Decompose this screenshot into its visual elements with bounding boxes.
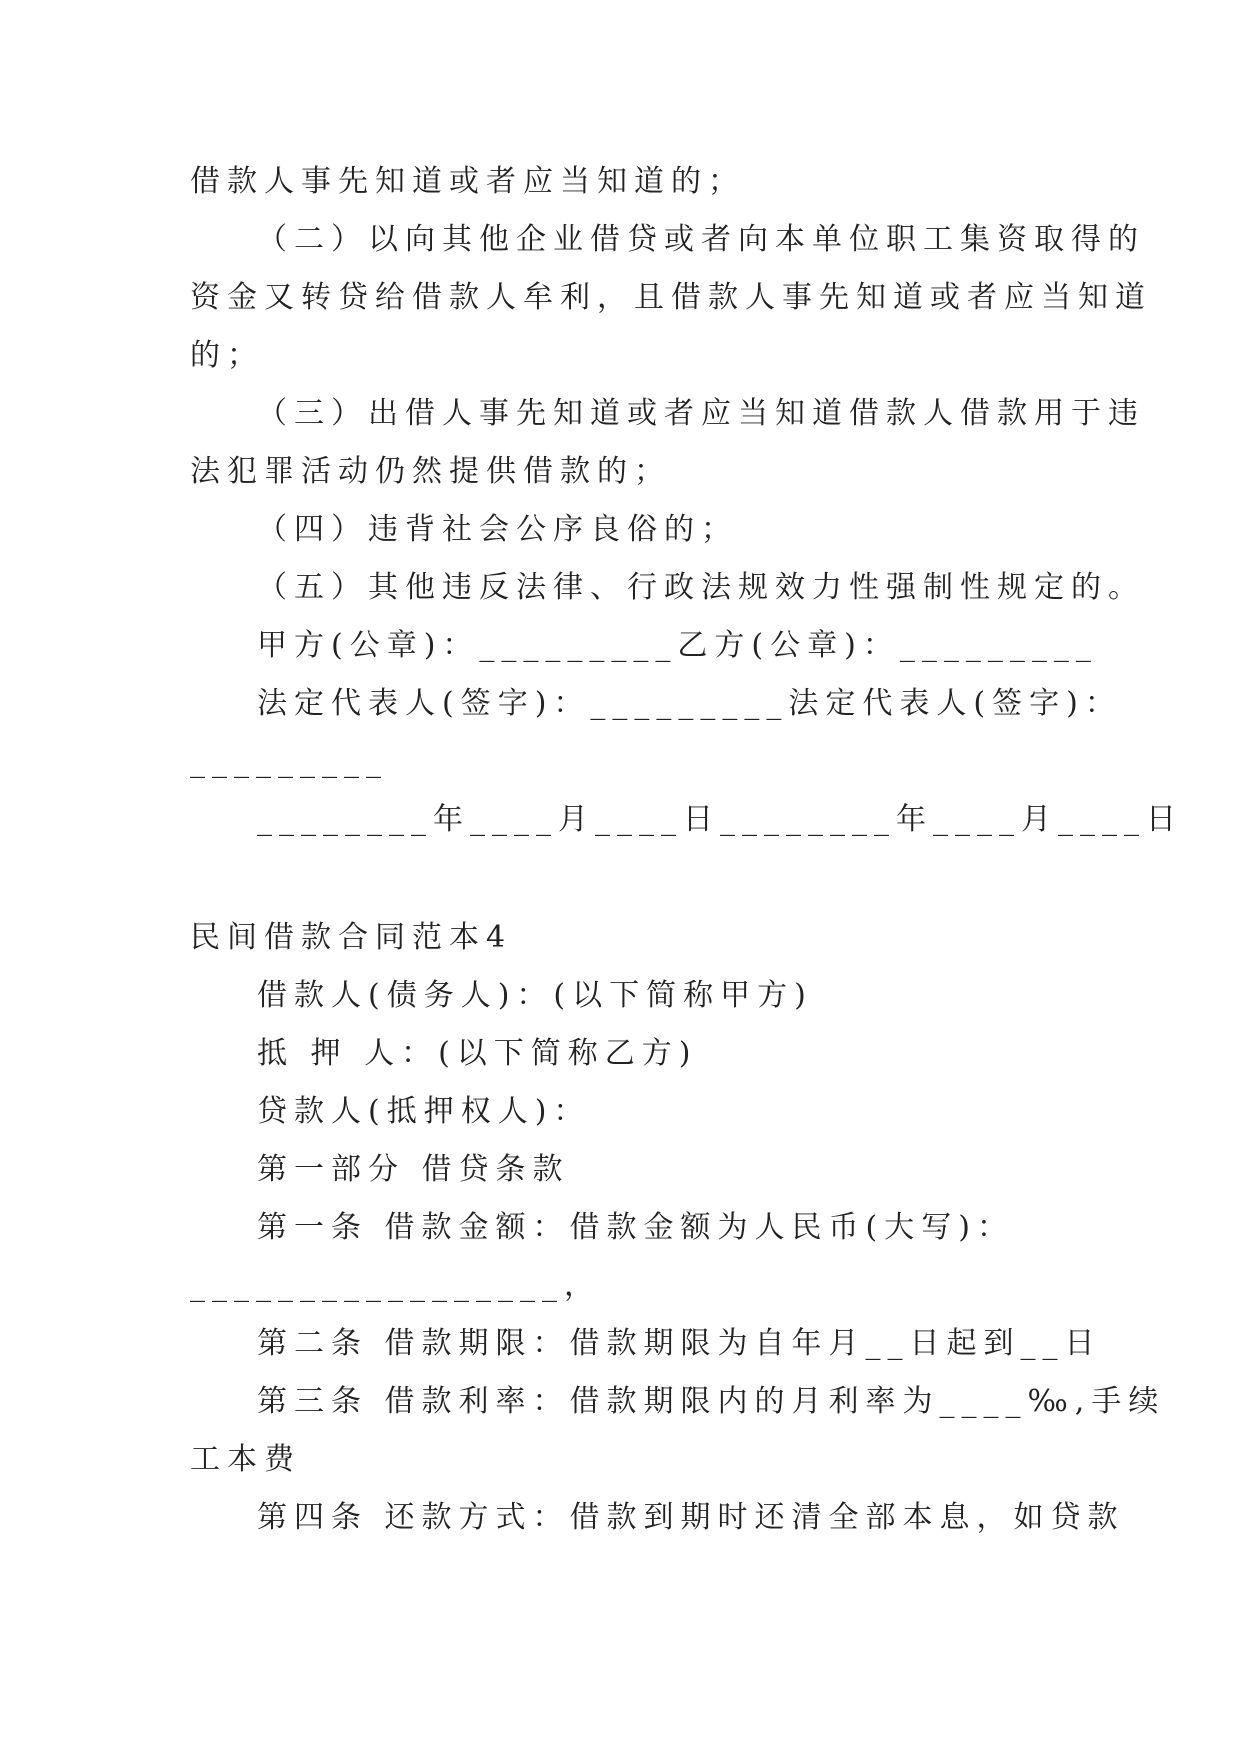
text-line: 借款人事先知道或者应当知道的；	[190, 164, 745, 199]
text-line: 借款人(债务人)：(以下简称甲方)	[257, 978, 813, 1013]
signature-line-representatives: 法定代表人(签字)：_________法定代表人(签字)：	[257, 686, 1122, 721]
date-line: ________年____月____日________年____月____日	[257, 802, 1183, 837]
section-title: 民间借款合同范本4	[190, 920, 513, 955]
signature-blank: _________	[190, 744, 388, 779]
text-line: （四）违背社会公序良俗的；	[257, 512, 738, 547]
text-line: （五）其他违反法律、行政法规效力性强制性规定的。	[257, 570, 1145, 605]
signature-line-party-seals: 甲方(公章)：_________乙方(公章)：_________	[257, 628, 1098, 663]
part-heading: 第一部分 借贷条款	[257, 1152, 570, 1187]
text-line: 法犯罪活动仍然提供借款的；	[190, 454, 671, 489]
text-line: 资金又转贷给借款人牟利，且借款人事先知道或者应当知道	[190, 280, 1152, 315]
amount-blank: _________________，	[190, 1268, 601, 1303]
clause-line: 第三条 借款利率：借款期限内的月利率为____‰,手续	[257, 1384, 1166, 1419]
text-line: 抵 押 人：(以下简称乙方)	[257, 1036, 698, 1071]
text-line: 贷款人(抵押权人)：	[257, 1094, 591, 1129]
text-line: 工本费	[190, 1442, 301, 1477]
text-line: 的；	[190, 338, 264, 373]
text-line: （二）以向其他企业借贷或者向本单位职工集资取得的	[257, 222, 1145, 257]
clause-line: 第一条 借款金额：借款金额为人民币(大写)：	[257, 1210, 1014, 1245]
clause-line: 第四条 还款方式：借款到期时还清全部本息，如贷款	[257, 1500, 1125, 1535]
clause-line: 第二条 借款期限：借款期限为自年月__日起到__日	[257, 1326, 1102, 1361]
text-line: （三）出借人事先知道或者应当知道借款人借款用于违	[257, 396, 1145, 431]
